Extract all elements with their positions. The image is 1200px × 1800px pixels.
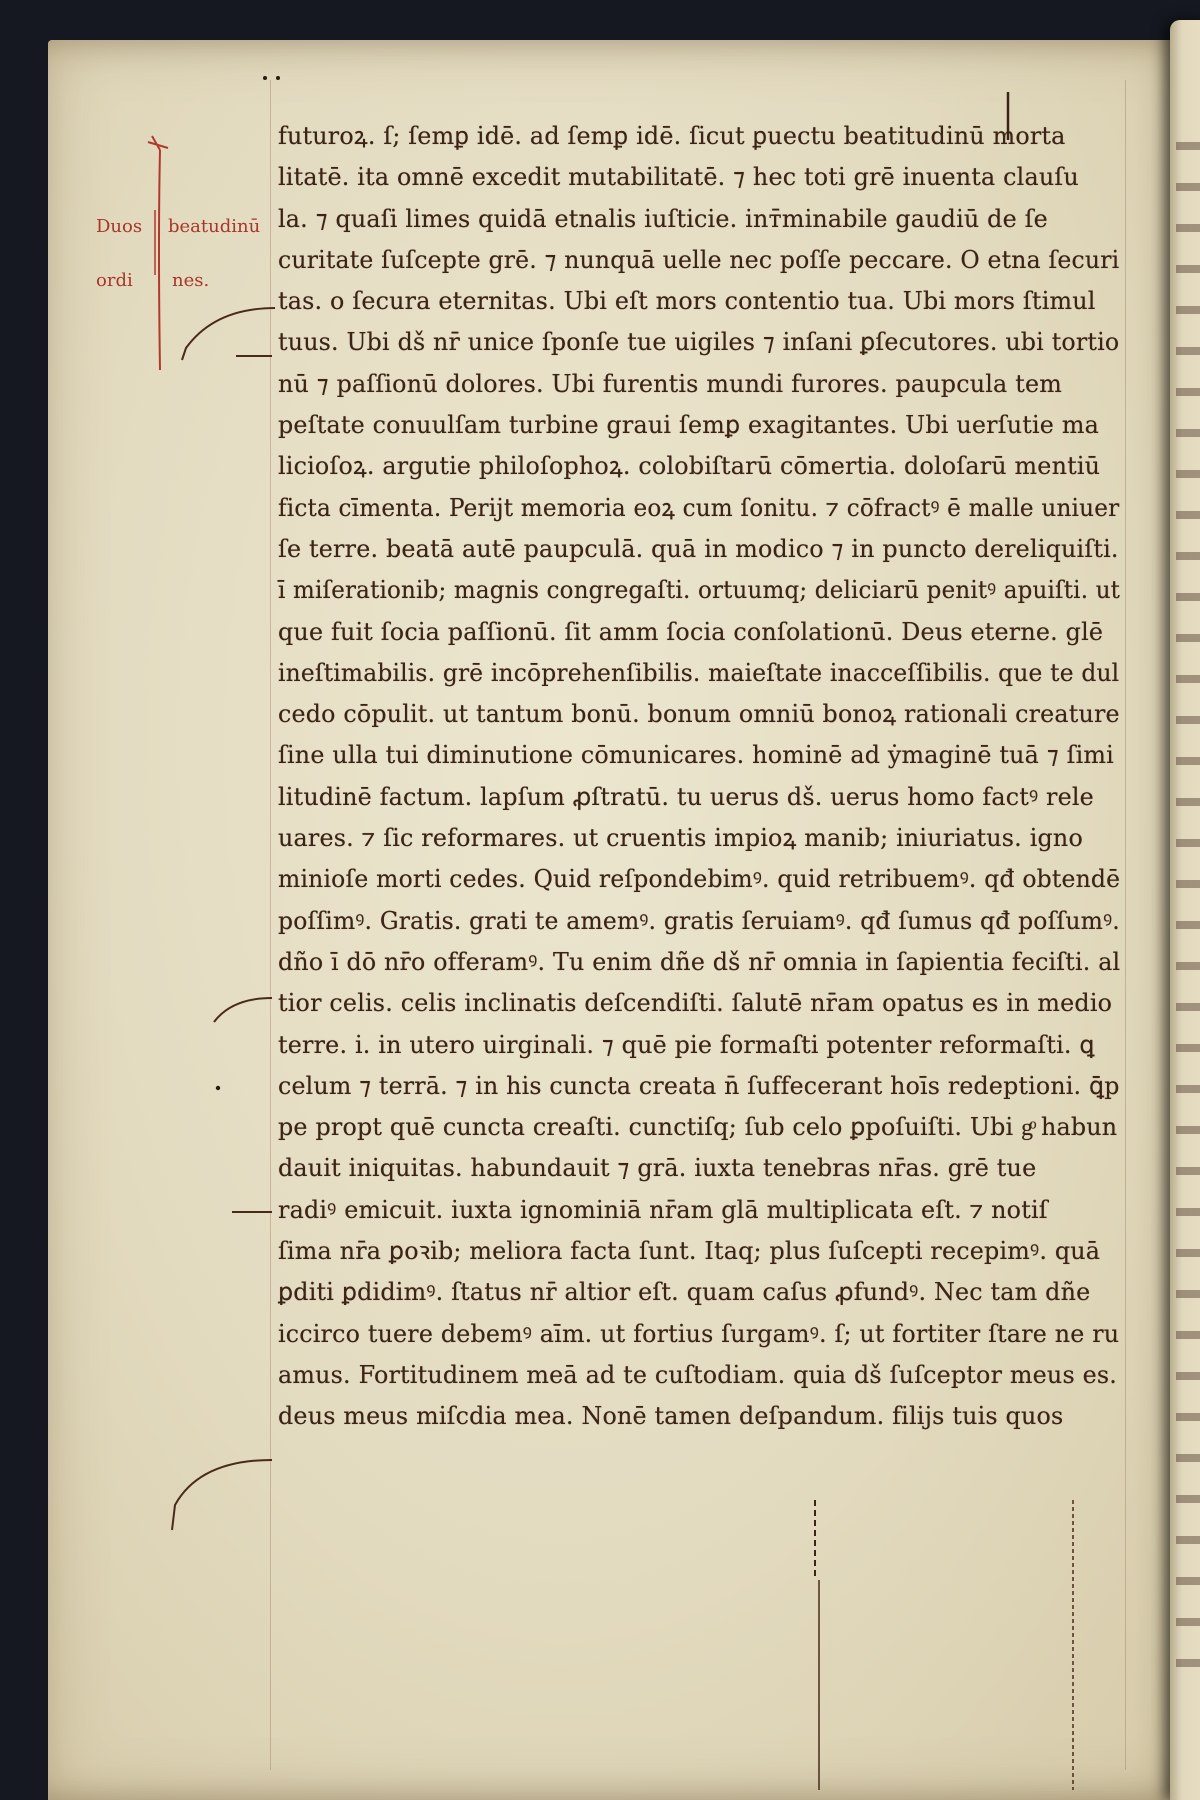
text-line: minioſe morti cedes. Quid reſpondebimꝰ. quid retribuemꝰ. qđ obtendē <box>278 865 1121 894</box>
text-line: deus meus miſcdia mea. Nonē tamen deſpandum. filijs tuis quos <box>278 1402 1064 1431</box>
ink-dot-2 <box>276 76 280 80</box>
text-line: tior celis. celis inclinatis deſcendiſti. ſalutē nr̄am opatus es in medio <box>278 989 1113 1018</box>
rubric-bracket <box>159 150 160 370</box>
margin-note-left-2: ordi <box>96 270 133 291</box>
text-line: ſine ulla tui diminutione cōmunicares. hominē ad ẏmaginē tuā ⁊ ſimi <box>278 741 1114 770</box>
text-line: cedo cōpulit. ut tantum bonū. bonum omniū bonoꝝ rationali creature <box>278 700 1120 729</box>
text-line: ficta cīmenta. Perijt memoria eoꝝ cum ſonitu. ⁊ cōfractꝰ ē malle uniuer <box>278 493 1120 522</box>
text-line: nū ⁊ paſſionū dolores. Ubi furentis mundi furores. paupcula tem <box>278 369 1062 398</box>
text-line: ſima nr̄a ꝑoꝛib; meliora facta ſunt. Itaq; plus ſuſcepti recepimꝰ. quā <box>278 1237 1101 1266</box>
text-line: terre. i. in utero uirginali. ⁊ quē pie formaſti potenter reformaſti. ꝗ <box>278 1030 1095 1059</box>
text-line: ꝑditi ꝑdidimꝰ. ſtatus nr̄ altior eſt. quam caſus ꝓfundꝰ. Nec tam dñe <box>278 1278 1091 1307</box>
text-line: tuus. Ubi dš nr̄ unice ſponſe tue uigiles ⁊ inſani ꝑſecutores. ubi tortio <box>278 328 1120 357</box>
text-line: pe propt quē cuncta creaſti. cunctiſq; ſub celo ꝑpoſuiſti. Ubi gͦ habun <box>278 1113 1118 1142</box>
text-line: celum ⁊ terrā. ⁊ in his cuncta creata n̄ ſuffecerant hoīs redeptioni. ꝗ̄p <box>278 1071 1120 1100</box>
text-line: iccirco tuere debemꝰ aīm. ut fortius ſurgamꝰ. ſ; ut fortiter ſtare ne ru <box>278 1319 1120 1348</box>
text-line: ineſtimabilis. grē incōprehenſibilis. maieſtate inacceſſibilis. que te dul <box>278 658 1120 687</box>
margin-note-right-2: nes. <box>172 270 210 291</box>
margin-note-left-1: Duos <box>96 216 143 237</box>
text-line: licioſoꝝ. argutie philoſophoꝝ. colobiſtarū cōmertia. doloſarū mentiū <box>278 452 1101 481</box>
text-line: poſſimꝰ. Gratis. grati te amemꝰ. gratis ſeruiamꝰ. qđ ſumus qđ poſſumꝰ. <box>278 906 1120 935</box>
flourish-5 <box>172 1460 272 1530</box>
text-line: litudinē factum. lapſum ꝓſtratū. tu uerus dš. uerus homo factꝰ rele <box>278 782 1094 811</box>
text-line: amus. Fortitudinem meā ad te cuſtodiam. quia dš ſuſceptor meus es. <box>278 1360 1118 1389</box>
text-line: tas. o ſecura eternitas. Ubi eſt mors contentio tua. Ubi mors ſtimul <box>278 287 1096 316</box>
text-line: ī miſerationib; magnis congregaſti. ortuumq; deliciarū penitꝰ apuiſti. ut <box>278 576 1121 605</box>
text-line: uares. ⁊ ſic reformares. ut cruentis impioꝝ manib; iniuriatus. igno <box>278 824 1083 853</box>
margin-note-right-1: beatudinū <box>168 216 261 237</box>
flourish-3 <box>214 998 272 1022</box>
text-line: ſe terre. beatā autē paupculā. quā in modico ⁊ in puncto dereliquiſti. <box>278 534 1119 563</box>
text-line: curitate ſuſcepte grē. ⁊ nunquā uelle nec poſſe peccare. O etna ſecuri <box>278 245 1120 274</box>
ink-dot-1 <box>263 76 267 80</box>
flourish-1 <box>182 308 275 360</box>
text-line: radiꝰ emicuit. iuxta ignominiā nr̄am glā multiplicata eſt. ⁊ notiſ <box>278 1195 1048 1224</box>
text-line: dauit iniquitas. habundauit ⁊ grā. iuxta tenebras nr̄as. grē tue <box>278 1154 1037 1183</box>
text-line: dño ī dō nr̄o offeramꝰ. Tu enim dñe dš nr̄ omnia in ſapientia feciſti. al <box>278 947 1121 976</box>
text-line: la. ⁊ quaſi limes quidā etnalis iuſticie. inт̄minabile gaudiū de ſe <box>278 204 1048 233</box>
rubric-bracket-tick <box>148 136 168 150</box>
text-line: futuroꝝ. ſ; ſemꝑ idē. ad ſemꝑ idē. ſicut ꝑuectu beatitudinū morta <box>278 122 1066 150</box>
text-line: litatē. ita omnē excedit mutabilitatē. ⁊ hec toti grē inuenta clauſu <box>278 163 1079 192</box>
text-line: que fuit ſocia paſſionū. ſit amm ſocia conſolationū. Deus eterne. glē <box>278 617 1104 646</box>
text-line: peſtate conuulſam turbine graui ſemꝑ exagitantes. Ubi uerſutie ma <box>278 411 1099 440</box>
ink-dot-3 <box>216 1086 220 1090</box>
